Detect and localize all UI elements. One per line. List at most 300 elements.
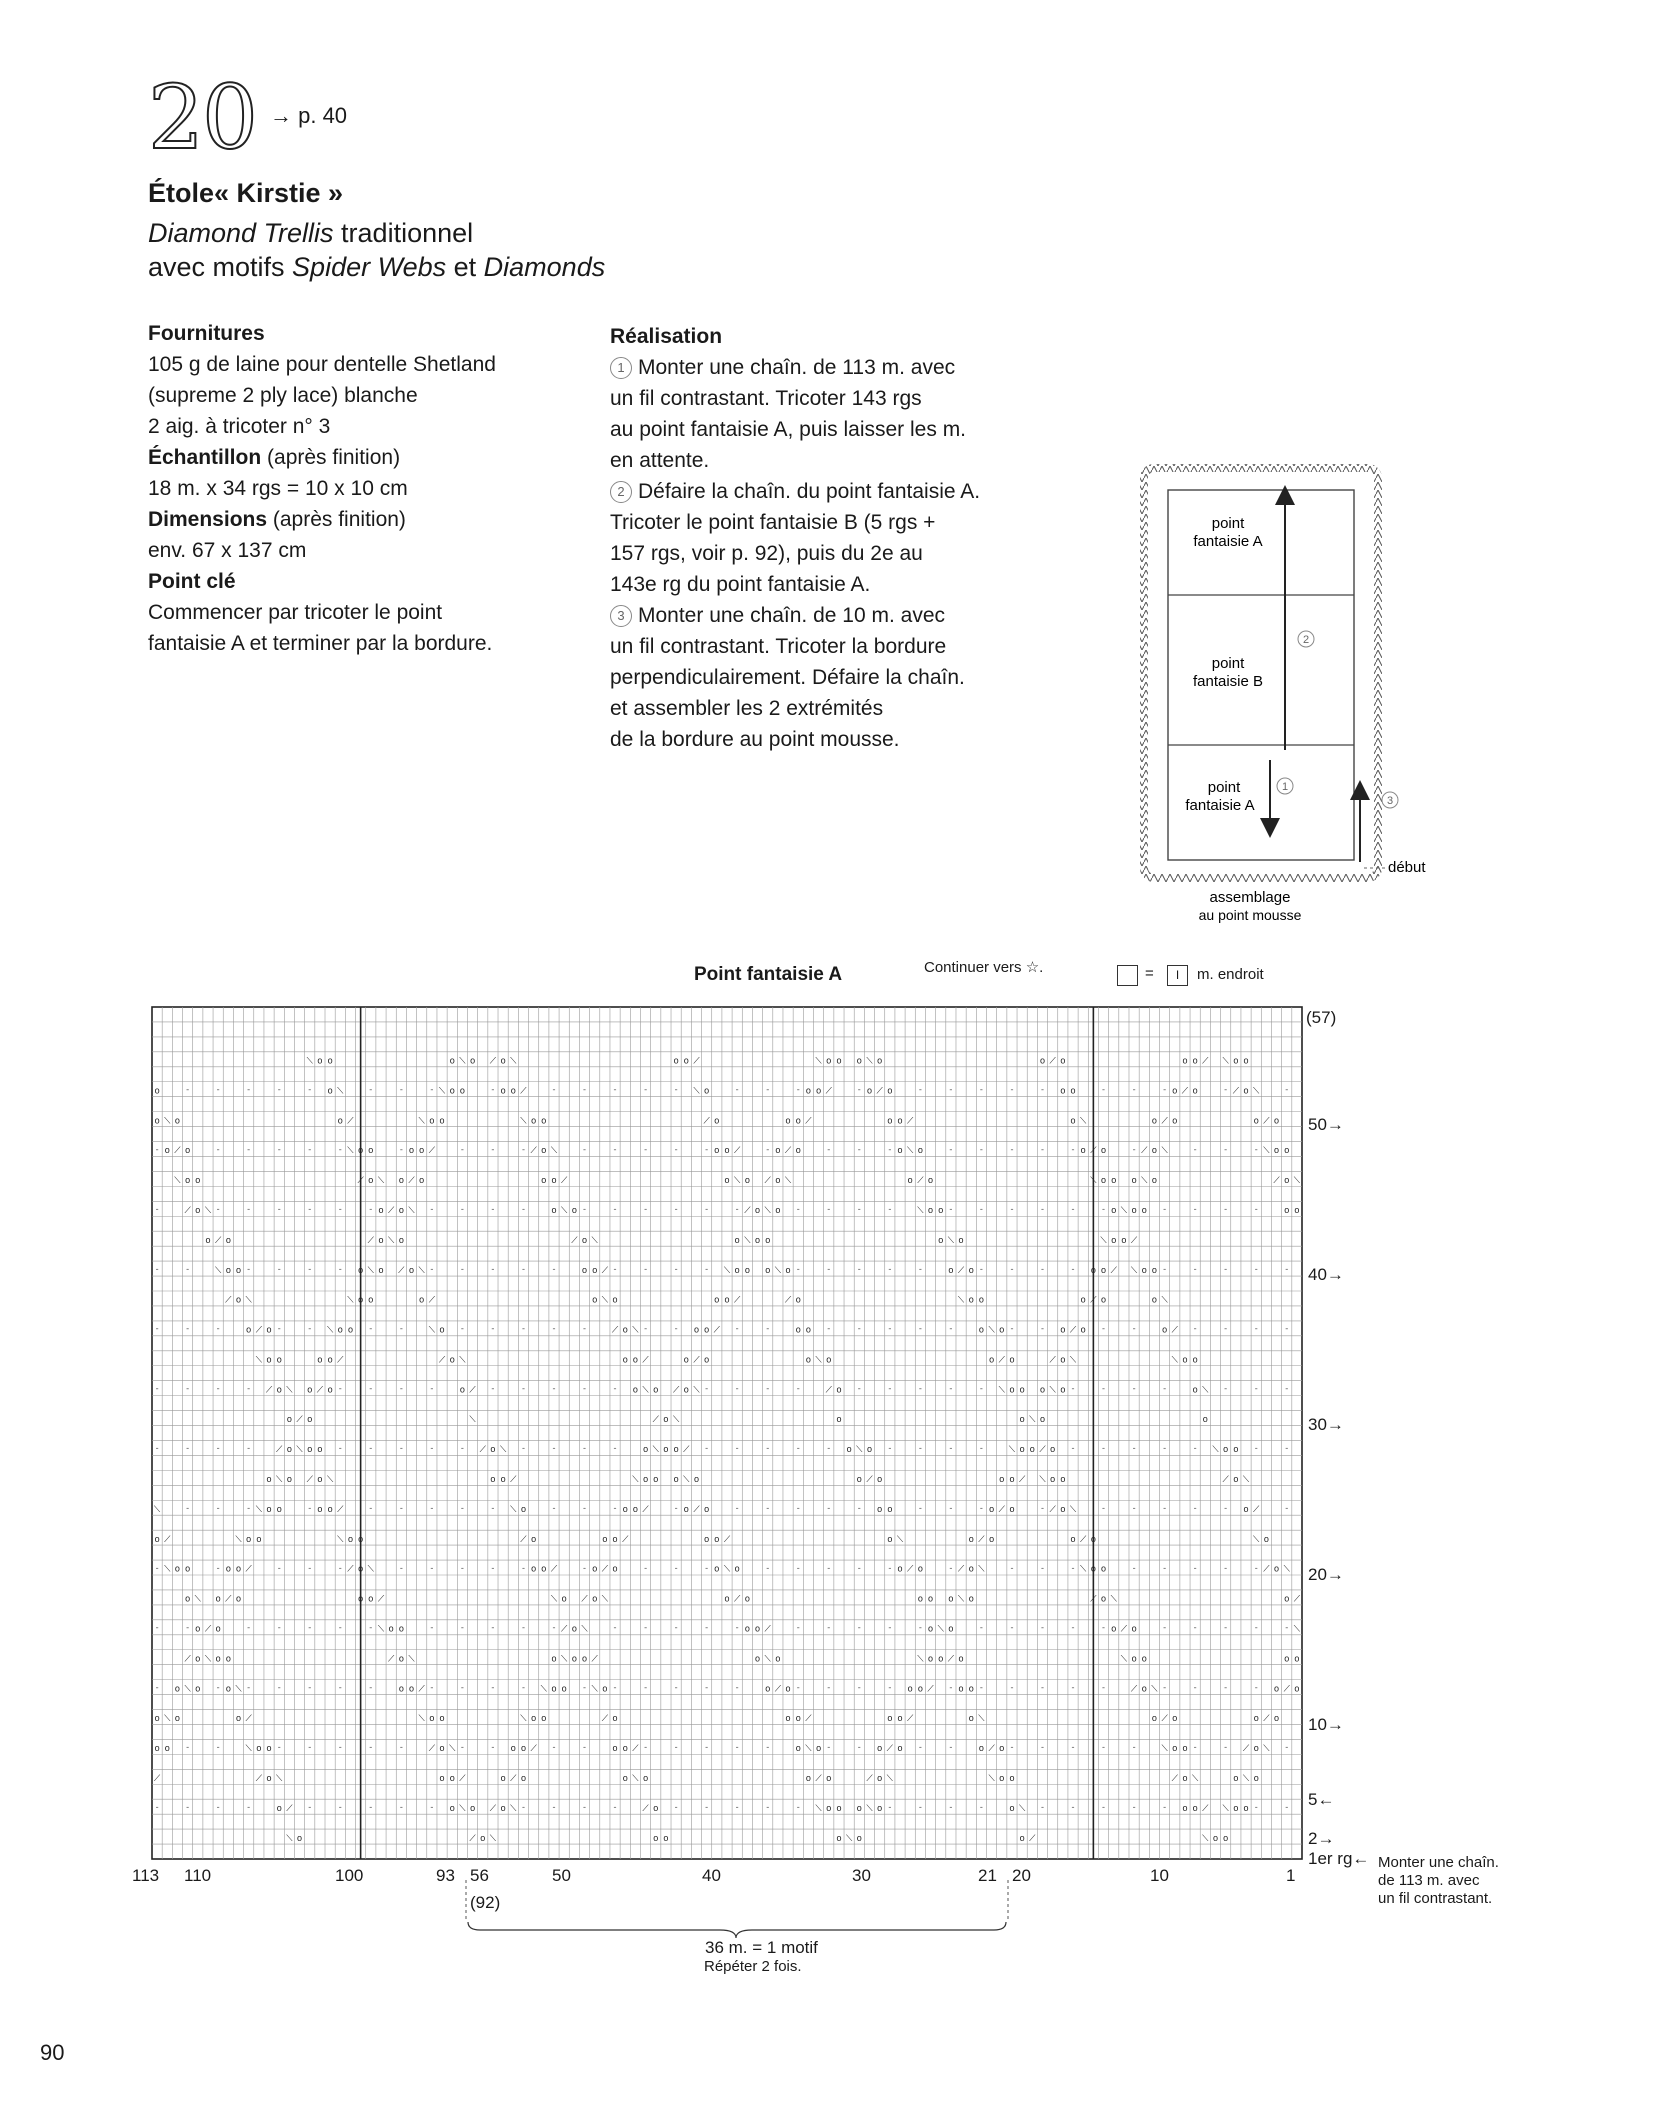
svg-text:o: o [225, 1264, 231, 1275]
svg-text:o: o [500, 1055, 506, 1066]
svg-text:-: - [1010, 1682, 1014, 1693]
svg-text:o: o [1111, 1234, 1117, 1245]
svg-text:-: - [766, 1801, 770, 1812]
svg-text:⟋: ⟋ [723, 1533, 731, 1544]
svg-text:o: o [409, 1264, 415, 1275]
svg-text:-: - [857, 1622, 861, 1633]
svg-text:⟋: ⟋ [672, 1384, 680, 1395]
svg-text:o: o [1223, 1832, 1229, 1843]
svg-text:o: o [358, 1294, 364, 1305]
svg-text:o: o [795, 1294, 801, 1305]
svg-text:-: - [644, 1682, 648, 1693]
svg-text:o: o [1253, 1713, 1259, 1724]
svg-text:-: - [216, 1084, 220, 1095]
svg-text:-: - [1040, 1503, 1044, 1514]
svg-text:-: - [949, 1084, 953, 1095]
svg-text:⟋: ⟋ [174, 1145, 181, 1156]
svg-text:⟋: ⟋ [337, 1354, 344, 1365]
svg-text:-: - [186, 1263, 190, 1274]
svg-text:-: - [644, 1144, 648, 1155]
svg-text:o: o [347, 1324, 353, 1335]
svg-text:-: - [430, 1801, 434, 1812]
svg-text:⟋: ⟋ [784, 1294, 792, 1305]
svg-text:o: o [765, 1234, 771, 1245]
svg-text:o: o [1284, 1653, 1290, 1664]
svg-text:⟍: ⟍ [1110, 1593, 1117, 1604]
subtitle-italic-1: Diamond Trellis [148, 218, 334, 248]
svg-text:⟋: ⟋ [957, 1264, 965, 1275]
svg-text:o: o [500, 1802, 506, 1813]
svg-text:-: - [979, 1383, 983, 1394]
svg-text:⟍: ⟍ [1253, 1085, 1260, 1096]
svg-text:-: - [644, 1323, 648, 1334]
svg-text:o: o [805, 1772, 811, 1783]
svg-text:⟍: ⟍ [1161, 1294, 1168, 1305]
svg-text:-: - [674, 1204, 678, 1215]
svg-text:⟍: ⟍ [235, 1533, 242, 1544]
svg-text:-: - [1163, 1383, 1167, 1394]
svg-text:o: o [1284, 1175, 1290, 1186]
svg-text:o: o [592, 1264, 598, 1275]
step2-line: 143e rg du point fantaisie A. [610, 573, 871, 596]
svg-text:o: o [317, 1444, 323, 1455]
svg-text:-: - [460, 1742, 464, 1753]
svg-text:⟋: ⟋ [1110, 1264, 1117, 1275]
svg-text:-: - [857, 1682, 861, 1693]
svg-text:-: - [766, 1503, 770, 1514]
svg-text:⟍: ⟍ [367, 1563, 374, 1574]
svg-text:-: - [705, 1801, 709, 1812]
svg-text:-: - [460, 1263, 464, 1274]
svg-text:-: - [460, 1682, 464, 1693]
svg-text:⟍: ⟍ [581, 1623, 588, 1634]
svg-text:o: o [785, 1713, 791, 1724]
svg-text:⟍: ⟍ [957, 1294, 965, 1305]
svg-text:o: o [1141, 1264, 1147, 1275]
svg-text:-: - [1040, 1682, 1044, 1693]
svg-text:⟍: ⟍ [591, 1234, 598, 1245]
svg-text:-: - [1193, 1144, 1197, 1155]
svg-text:-: - [430, 1084, 434, 1095]
svg-text:o: o [958, 1234, 964, 1245]
svg-text:-: - [277, 1204, 281, 1215]
chart-title: Point fantaisie A [694, 964, 843, 985]
svg-text:⟋: ⟋ [520, 1533, 527, 1544]
row-label-10: 10→ [1308, 1715, 1344, 1734]
svg-text:o: o [235, 1294, 242, 1305]
svg-text:o: o [856, 1832, 862, 1843]
svg-text:o: o [897, 1743, 903, 1754]
svg-text:o: o [398, 1653, 404, 1664]
svg-text:o: o [1090, 1533, 1096, 1544]
svg-text:o: o [775, 1204, 781, 1215]
svg-text:o: o [1253, 1772, 1259, 1783]
svg-text:-: - [338, 1383, 342, 1394]
svg-text:o: o [714, 1115, 720, 1126]
row-label-1: 1er rg← [1308, 1849, 1370, 1868]
svg-text:⟋: ⟋ [428, 1145, 436, 1156]
svg-text:-: - [1254, 1383, 1258, 1394]
svg-text:o: o [785, 1264, 791, 1275]
svg-text:o: o [185, 1175, 191, 1186]
svg-text:-: - [1224, 1622, 1228, 1633]
svg-text:-: - [918, 1742, 922, 1753]
svg-text:o: o [307, 1384, 313, 1395]
svg-text:⟋: ⟋ [1202, 1802, 1209, 1813]
svg-text:-: - [979, 1263, 983, 1274]
svg-text:-: - [888, 1801, 892, 1812]
continue-note: Continuer vers ☆. [924, 959, 1044, 976]
legend-knit-symbol: I [1167, 965, 1188, 986]
svg-text:-: - [1163, 1622, 1167, 1633]
svg-text:o: o [704, 1533, 710, 1544]
svg-text:-: - [308, 1742, 312, 1753]
svg-text:-: - [949, 1562, 953, 1573]
svg-text:-: - [735, 1742, 739, 1753]
svg-text:o: o [256, 1533, 262, 1544]
svg-text:o: o [948, 1593, 954, 1604]
svg-text:-: - [1071, 1263, 1075, 1274]
svg-text:o: o [1070, 1085, 1076, 1096]
svg-text:⟋: ⟋ [642, 1802, 649, 1813]
svg-text:-: - [1254, 1443, 1258, 1454]
svg-text:o: o [1131, 1204, 1137, 1215]
svg-text:⟋: ⟋ [1130, 1234, 1138, 1245]
svg-text:⟍: ⟍ [214, 1264, 222, 1275]
svg-text:-: - [338, 1443, 342, 1454]
svg-text:o: o [1212, 1832, 1219, 1843]
svg-text:⟋: ⟋ [164, 1533, 171, 1544]
svg-text:o: o [388, 1623, 394, 1634]
svg-text:-: - [155, 1144, 159, 1155]
svg-text:⟍: ⟍ [276, 1474, 283, 1485]
svg-text:⟋: ⟋ [907, 1713, 914, 1724]
svg-text:-: - [1285, 1622, 1289, 1633]
svg-text:⟋: ⟋ [1293, 1593, 1301, 1604]
svg-text:-: - [796, 1503, 800, 1514]
svg-text:⟍: ⟍ [774, 1264, 782, 1275]
svg-text:⟋: ⟋ [713, 1324, 720, 1335]
svg-text:o: o [1243, 1055, 1249, 1066]
svg-text:-: - [1102, 1443, 1106, 1454]
svg-text:-: - [796, 1562, 800, 1573]
svg-text:o: o [195, 1653, 201, 1664]
svg-text:-: - [644, 1562, 648, 1573]
svg-text:⟍: ⟍ [1253, 1533, 1260, 1544]
svg-text:o: o [805, 1354, 811, 1365]
row-label-20: 20→ [1308, 1565, 1344, 1584]
svg-text:o: o [1274, 1563, 1280, 1574]
svg-text:-: - [949, 1503, 953, 1514]
step3-line: et assembler les 2 extrémités [610, 697, 884, 720]
svg-text:-: - [369, 1801, 373, 1812]
legend-text: m. endroit [1197, 966, 1264, 983]
svg-text:o: o [235, 1563, 242, 1574]
svg-text:o: o [968, 1593, 974, 1604]
svg-text:-: - [1040, 1323, 1044, 1334]
svg-text:⟍: ⟍ [377, 1175, 385, 1186]
svg-text:o: o [704, 1503, 710, 1514]
svg-text:o: o [1253, 1115, 1259, 1126]
svg-text:o: o [1243, 1503, 1249, 1514]
svg-text:o: o [1192, 1055, 1198, 1066]
svg-text:o: o [602, 1533, 608, 1544]
svg-text:o: o [398, 1204, 404, 1215]
svg-text:o: o [1223, 1444, 1229, 1455]
svg-text:o: o [347, 1533, 353, 1544]
svg-text:-: - [1285, 1383, 1289, 1394]
svg-text:-: - [583, 1503, 587, 1514]
svg-text:-: - [644, 1263, 648, 1274]
svg-text:-: - [766, 1742, 770, 1753]
svg-text:-: - [735, 1622, 739, 1633]
svg-text:⟋: ⟋ [1242, 1743, 1250, 1754]
svg-text:-: - [674, 1562, 678, 1573]
svg-text:o: o [1151, 1264, 1157, 1275]
svg-text:o: o [795, 1324, 801, 1335]
svg-text:-: - [583, 1682, 587, 1693]
svg-text:-: - [369, 1383, 373, 1394]
svg-text:-: - [1254, 1263, 1258, 1274]
svg-text:-: - [460, 1622, 464, 1633]
col-label-92: (92) [470, 1893, 501, 1912]
svg-text:-: - [155, 1682, 159, 1693]
svg-text:o: o [276, 1503, 282, 1514]
svg-text:-: - [918, 1801, 922, 1812]
svg-text:⟍: ⟍ [174, 1175, 181, 1186]
svg-text:o: o [429, 1115, 435, 1126]
assemblage-label-1: assemblage [1209, 889, 1291, 906]
svg-text:⟋: ⟋ [998, 1503, 1005, 1514]
svg-text:o: o [1090, 1264, 1096, 1275]
dimensions-note: (après finition) [267, 508, 406, 531]
svg-text:-: - [1163, 1204, 1167, 1215]
svg-text:o: o [928, 1204, 934, 1215]
svg-text:-: - [1254, 1682, 1258, 1693]
svg-text:o: o [520, 1503, 526, 1514]
svg-text:⟍: ⟍ [1141, 1175, 1148, 1186]
svg-text:-: - [918, 1443, 922, 1454]
svg-text:o: o [785, 1683, 791, 1694]
svg-text:-: - [521, 1562, 525, 1573]
col-label-56: 56 [470, 1866, 489, 1885]
svg-text:-: - [247, 1383, 251, 1394]
svg-text:-: - [735, 1084, 739, 1095]
svg-text:-: - [888, 1204, 892, 1215]
svg-text:⟋: ⟋ [408, 1175, 415, 1186]
svg-text:-: - [1193, 1682, 1197, 1693]
svg-text:o: o [286, 1414, 292, 1425]
svg-text:-: - [857, 1742, 861, 1753]
svg-text:o: o [836, 1384, 842, 1395]
svg-text:-: - [1102, 1742, 1106, 1753]
svg-text:⟋: ⟋ [388, 1653, 395, 1664]
svg-text:o: o [286, 1444, 292, 1455]
point-cle-line: Commencer par tricoter le point [148, 601, 443, 624]
realisation-section [610, 321, 980, 755]
svg-text:o: o [836, 1055, 842, 1066]
svg-text:-: - [1193, 1263, 1197, 1274]
svg-text:⟋: ⟋ [489, 1055, 497, 1066]
svg-text:-: - [1132, 1323, 1136, 1334]
svg-text:⟍: ⟍ [866, 1802, 873, 1813]
svg-text:o: o [470, 1802, 476, 1813]
svg-text:o: o [1274, 1683, 1280, 1694]
row-label-40: 40→ [1308, 1265, 1344, 1284]
svg-text:⟋: ⟋ [1263, 1713, 1270, 1724]
svg-text:⟍: ⟍ [886, 1772, 893, 1783]
svg-text:⟋: ⟋ [276, 1444, 283, 1455]
svg-text:o: o [531, 1533, 537, 1544]
svg-text:o: o [734, 1234, 740, 1245]
svg-text:o: o [358, 1593, 364, 1604]
svg-text:o: o [470, 1055, 476, 1066]
svg-text:o: o [877, 1055, 883, 1066]
svg-text:⟍: ⟍ [306, 1055, 313, 1066]
svg-text:o: o [368, 1145, 374, 1156]
assemblage-label-2: au point mousse [1198, 907, 1302, 923]
svg-text:-: - [1132, 1742, 1136, 1753]
svg-text:o: o [938, 1204, 944, 1215]
svg-text:-: - [155, 1622, 159, 1633]
svg-text:-: - [979, 1084, 983, 1095]
svg-text:o: o [1284, 1204, 1290, 1215]
svg-text:o: o [1141, 1204, 1147, 1215]
svg-text:-: - [247, 1144, 251, 1155]
svg-text:o: o [592, 1294, 598, 1305]
svg-text:-: - [644, 1204, 648, 1215]
svg-text:-: - [1285, 1323, 1289, 1334]
svg-text:o: o [744, 1593, 750, 1604]
svg-text:⟋: ⟋ [265, 1384, 273, 1395]
echantillon-row [148, 442, 496, 473]
svg-text:⟋: ⟋ [561, 1175, 568, 1186]
svg-text:-: - [827, 1562, 831, 1573]
svg-text:⟍: ⟍ [1018, 1802, 1026, 1813]
svg-text:-: - [674, 1682, 678, 1693]
svg-text:-: - [949, 1144, 953, 1155]
svg-text:o: o [775, 1145, 781, 1156]
svg-text:-: - [460, 1443, 464, 1454]
svg-text:-: - [796, 1383, 800, 1394]
svg-text:⟋: ⟋ [153, 1772, 161, 1783]
svg-text:⟋: ⟋ [510, 1772, 517, 1783]
col-label-1: 1 [1286, 1866, 1296, 1885]
svg-text:-: - [1285, 1443, 1289, 1454]
svg-text:⟍: ⟍ [1100, 1234, 1107, 1245]
dimensions-row [148, 504, 496, 535]
svg-text:⟍: ⟍ [1120, 1204, 1128, 1215]
cast-on-note-1: Monter une chaîn. [1378, 1854, 1499, 1871]
svg-text:-: - [247, 1622, 251, 1633]
svg-text:-: - [949, 1383, 953, 1394]
svg-text:-: - [1285, 1801, 1289, 1812]
step2-text: Défaire la chaîn. du point fantaisie A. [638, 480, 981, 503]
svg-text:⟍: ⟍ [1191, 1772, 1199, 1783]
svg-text:⟋: ⟋ [632, 1743, 639, 1754]
label-mid-2: fantaisie B [1192, 673, 1264, 690]
svg-text:⟋: ⟋ [784, 1145, 792, 1156]
svg-text:⟍: ⟍ [947, 1234, 955, 1245]
svg-text:-: - [1254, 1562, 1258, 1573]
svg-text:-: - [674, 1742, 678, 1753]
col-label-30: 30 [852, 1866, 871, 1885]
label-bottom-1: point [1207, 779, 1241, 796]
svg-text:⟋: ⟋ [510, 1474, 517, 1485]
svg-text:-: - [857, 1323, 861, 1334]
svg-text:⟍: ⟍ [561, 1653, 568, 1664]
svg-text:-: - [155, 1263, 159, 1274]
svg-text:o: o [866, 1085, 872, 1096]
svg-text:o: o [1233, 1055, 1239, 1066]
svg-text:o: o [1182, 1743, 1188, 1754]
svg-text:o: o [917, 1145, 923, 1156]
svg-text:⟍: ⟍ [805, 1743, 812, 1754]
svg-text:-: - [1040, 1263, 1044, 1274]
realisation-heading: Réalisation [610, 325, 723, 348]
svg-text:o: o [795, 1743, 801, 1754]
svg-text:o: o [358, 1563, 364, 1574]
svg-text:-: - [552, 1263, 556, 1274]
svg-text:-: - [644, 1742, 648, 1753]
svg-text:-: - [369, 1443, 373, 1454]
svg-text:-: - [613, 1204, 617, 1215]
svg-text:-: - [277, 1622, 281, 1633]
svg-text:⟋: ⟋ [1049, 1503, 1056, 1514]
svg-text:o: o [256, 1743, 262, 1754]
svg-text:o: o [999, 1474, 1005, 1485]
svg-text:o: o [225, 1234, 231, 1245]
svg-text:o: o [1060, 1055, 1066, 1066]
svg-text:⟋: ⟋ [225, 1294, 232, 1305]
svg-text:o: o [500, 1085, 506, 1096]
step1-line [610, 352, 980, 383]
svg-text:-: - [766, 1383, 770, 1394]
svg-text:⟋: ⟋ [866, 1772, 873, 1783]
svg-text:o: o [887, 1713, 893, 1724]
svg-text:o: o [826, 1772, 832, 1783]
svg-text:-: - [247, 1263, 251, 1274]
svg-text:-: - [918, 1622, 922, 1633]
svg-text:o: o [1090, 1563, 1096, 1574]
svg-text:-: - [827, 1144, 831, 1155]
step1-text: Monter une chaîn. de 113 m. avec [638, 356, 956, 379]
svg-text:o: o [246, 1533, 252, 1544]
svg-text:-: - [1071, 1801, 1075, 1812]
svg-text:o: o [816, 1085, 822, 1096]
svg-text:o: o [337, 1115, 343, 1126]
svg-text:-: - [277, 1562, 281, 1573]
svg-text:-: - [369, 1204, 373, 1215]
svg-text:o: o [398, 1234, 404, 1245]
svg-text:-: - [155, 1383, 159, 1394]
svg-text:o: o [999, 1772, 1005, 1783]
svg-text:o: o [877, 1772, 883, 1783]
svg-text:o: o [643, 1772, 649, 1783]
svg-text:-: - [1102, 1622, 1106, 1633]
svg-text:-: - [1285, 1742, 1289, 1753]
label-bottom-2: fantaisie A [1185, 797, 1255, 814]
svg-text:-: - [735, 1204, 739, 1215]
svg-text:-: - [1254, 1323, 1258, 1334]
svg-text:o: o [317, 1354, 323, 1365]
svg-text:⟍: ⟍ [1080, 1115, 1087, 1126]
svg-text:o: o [1009, 1503, 1015, 1514]
svg-text:⟍: ⟍ [337, 1085, 344, 1096]
svg-text:⟍: ⟍ [520, 1115, 527, 1126]
svg-text:o: o [531, 1115, 537, 1126]
svg-text:-: - [369, 1084, 373, 1095]
